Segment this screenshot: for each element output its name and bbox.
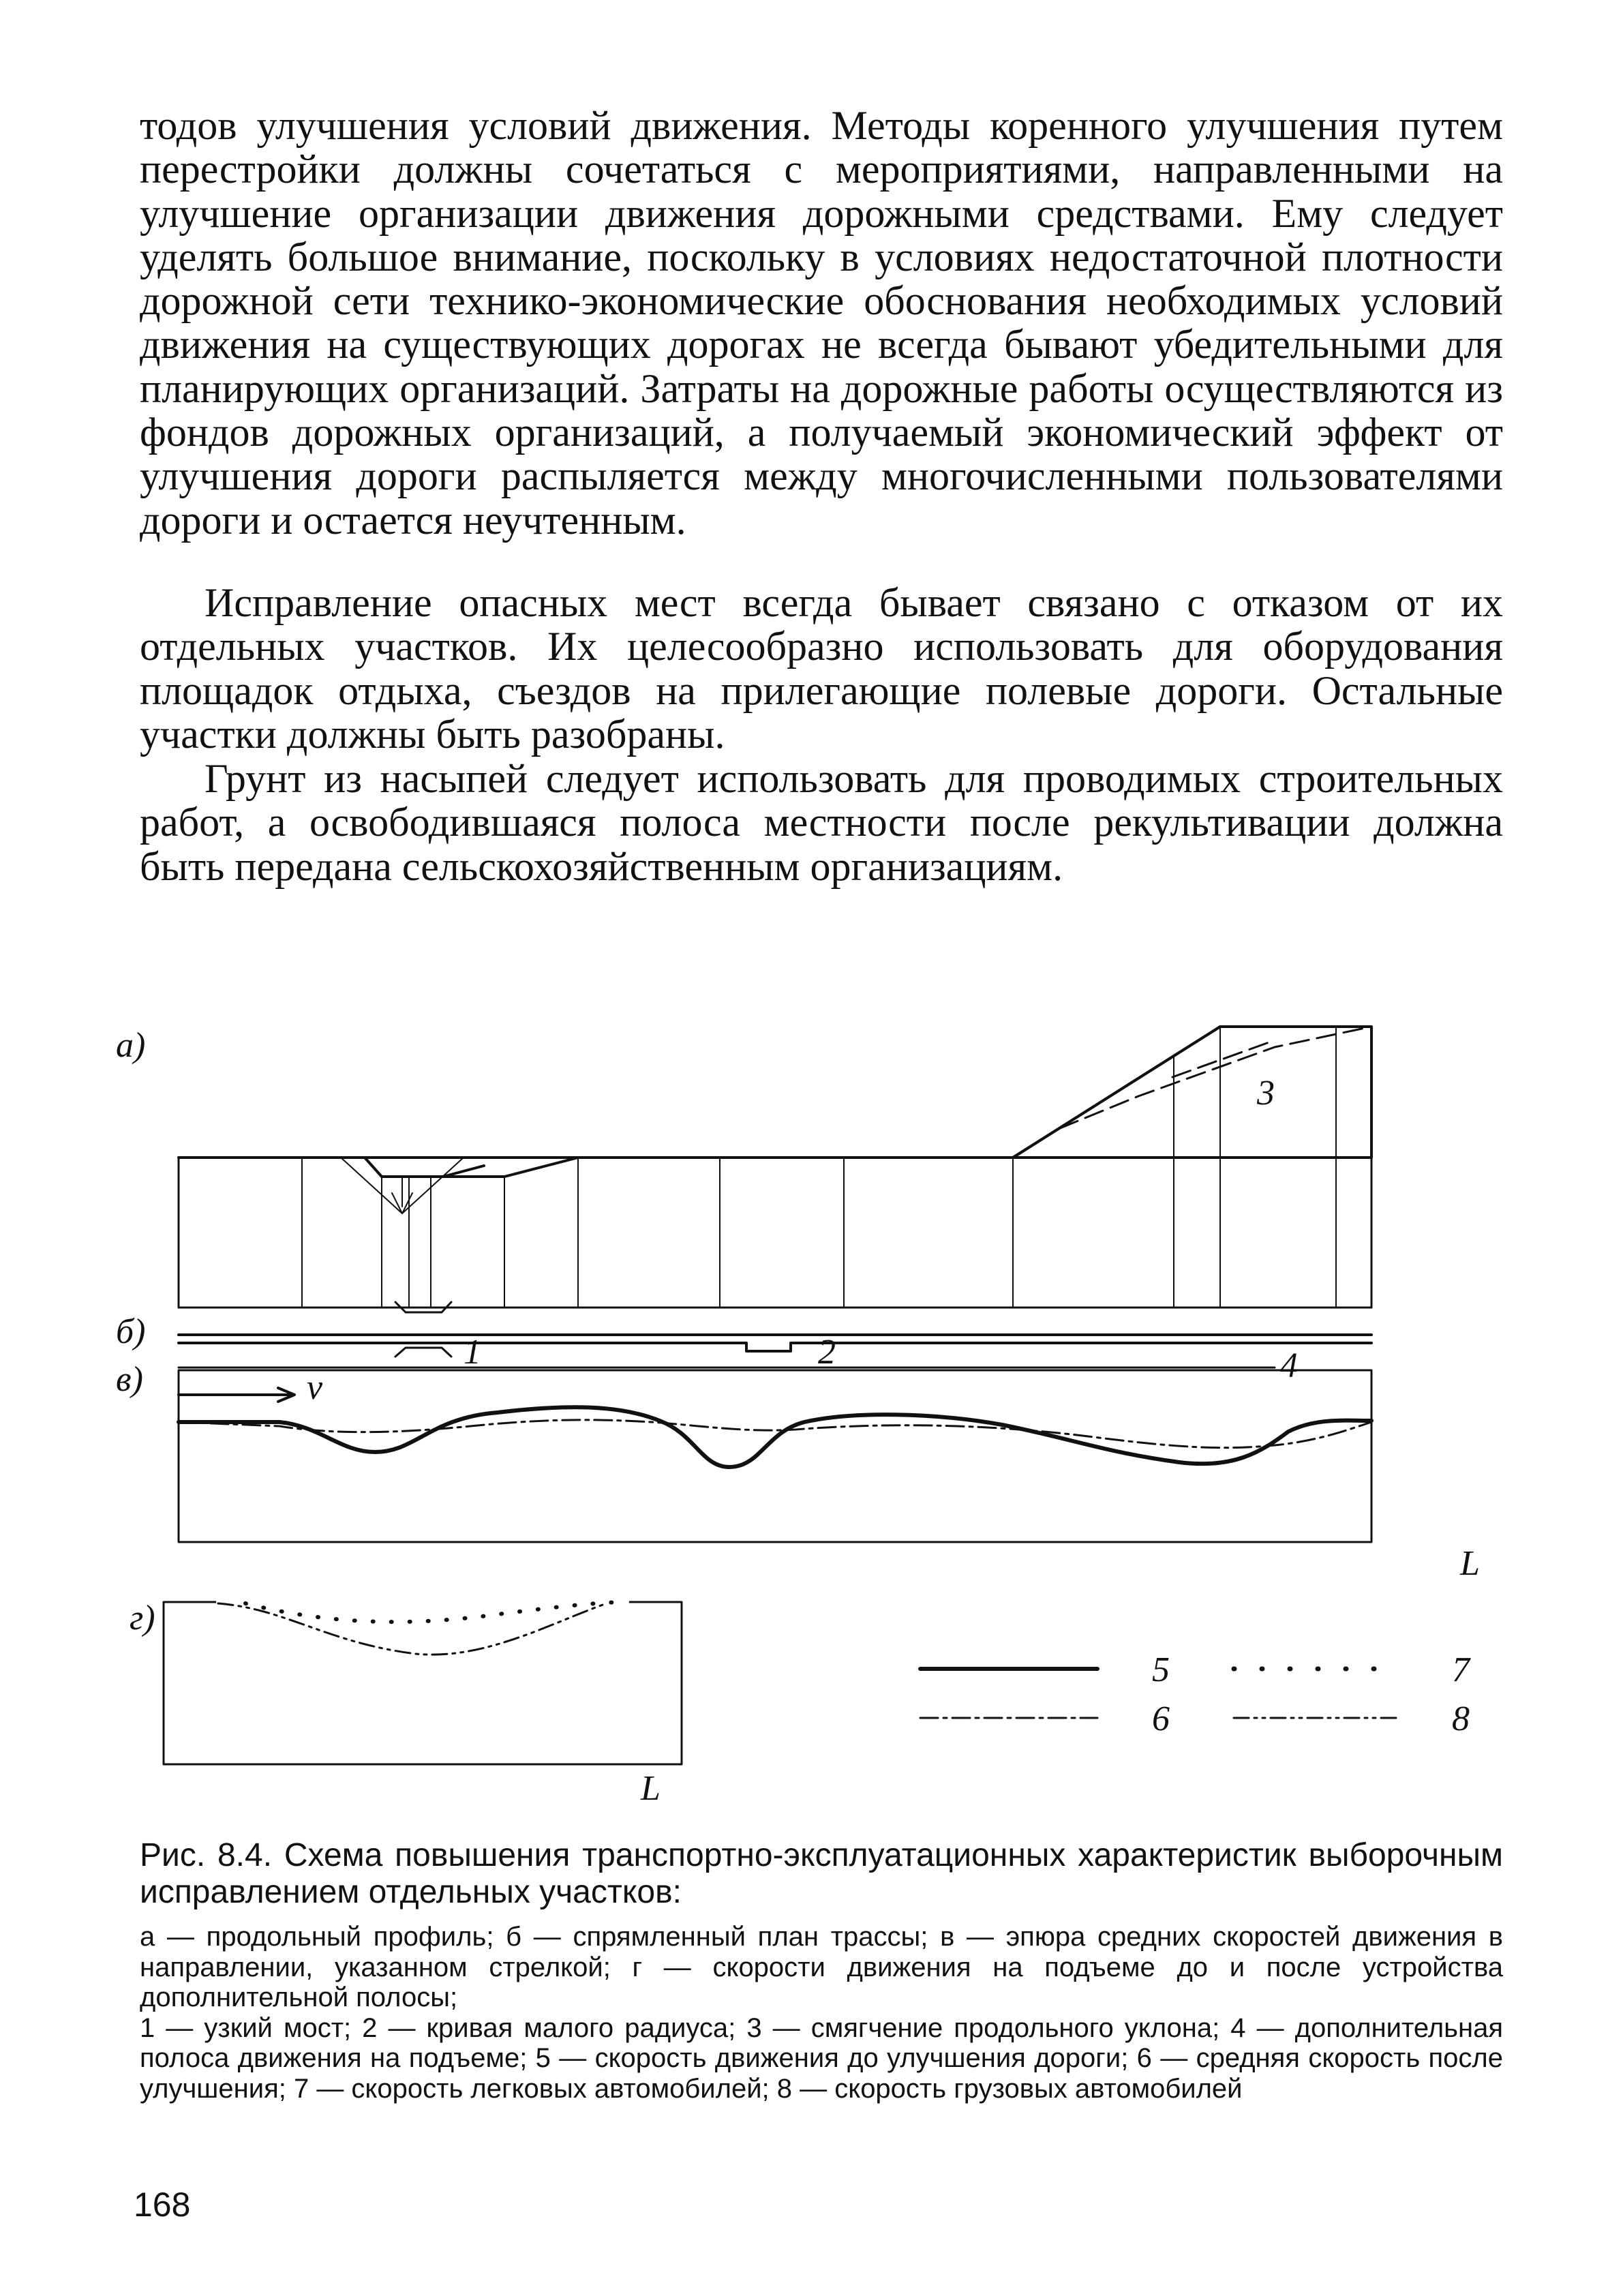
caption-legend-panels: а — продольный профиль; б — спрямленный план трассы; в — эпюра средних скоростей движения в направлении, указанном стрелкой; г — скорости движения на подъеме до и после устройства дополнительной полосы; <box>140 1922 1503 2012</box>
profile-outline <box>179 1027 1371 1177</box>
panel-label-a: а) <box>116 1026 146 1065</box>
climb-frame <box>164 1602 682 1764</box>
callout-3: 3 <box>1257 1074 1275 1113</box>
page-number: 168 <box>134 2186 191 2224</box>
velocity-label: v <box>307 1368 323 1407</box>
grade-smoothing-dashed <box>1060 1027 1371 1128</box>
figure-caption <box>140 1837 1503 2104</box>
profile-old-line <box>382 1027 1220 1177</box>
speed-before-curve <box>179 1407 1371 1467</box>
bridge-removal-lines <box>341 1158 464 1213</box>
speed-after-curve <box>179 1420 1371 1448</box>
legend-label-7: 7 <box>1452 1650 1470 1689</box>
paragraph-text: Грунт из насыпей следует использовать для проводимых строительных работ, а освободившаяся полоса местности после рекультивации должна быть передана сельскохозяйственным организациям. <box>140 756 1503 889</box>
axis-label-L-v: L <box>1460 1544 1480 1583</box>
speed-frame <box>179 1370 1371 1542</box>
caption-title: Рис. 8.4. Схема повышения транспортно-эксплуатационных характеристик выборочным исправлением отдельных участков: <box>140 1837 1503 1910</box>
caption-legend-items: 1 — узкий мост; 2 — кривая малого радиуса; 3 — смягчение продольного уклона; 4 — дополнительная полоса движения на подъеме; 5 — скорость движения до улучшения дороги; 6 — средняя скорость после улучшения; 7 — скорость легковых автомобилей; 8 — скорость грузовых автомобилей <box>140 2012 1503 2104</box>
panel-b-route-plan <box>179 1302 1371 1357</box>
climb-truck-dashdotdot <box>218 1603 607 1655</box>
callout-1: 1 <box>464 1333 481 1372</box>
paragraph-text: Исправление опасных мест всегда бывает связано с отказом от их отдельных участков. Их целесообразно использовать для оборудования площадок отдыха, съездов на прилегающие полевые дороги. Остальные участки должны быть разобраны. <box>140 580 1503 757</box>
panel-v-speed-diagram <box>179 1368 1371 1542</box>
body-paragraph-1 <box>140 104 1503 542</box>
body-paragraph-2 <box>140 581 1503 756</box>
axis-label-L-g: L <box>641 1769 661 1808</box>
panel-a-longitudinal-profile <box>179 1027 1371 1308</box>
panel-g-climbing-speeds <box>164 1602 682 1764</box>
panel-label-b: б) <box>116 1312 146 1351</box>
panel-label-v: в) <box>116 1360 143 1399</box>
callout-4: 4 <box>1280 1346 1298 1385</box>
direction-arrow <box>179 1388 294 1402</box>
callout-2: 2 <box>818 1333 836 1372</box>
climb-car-dotted <box>245 1602 620 1622</box>
figure-8-4 <box>116 1009 1520 1813</box>
narrow-bridge-symbol <box>395 1302 451 1357</box>
legend-label-6: 6 <box>1152 1700 1170 1738</box>
profile-vertical-dividers <box>302 1027 1336 1308</box>
legend-label-5: 5 <box>1152 1650 1170 1689</box>
panel-label-g: г) <box>130 1599 155 1637</box>
legend-label-8: 8 <box>1452 1700 1470 1738</box>
route-line-bottom <box>179 1343 1371 1351</box>
paragraph-text: тодов улучшения условий движения. Методы коренного улучшения путем перестройки должны сочетаться с мероприятиями, направленными на улучшение организации движения дорожными средствами. Ему следует уделять большое внимание, поскольку в условиях недостаточной плотности дорожной сети технико-экономические обоснования необходимых условий движения на существующих дорогах не всегда бывают убедительными для планирующих организаций. Затраты на дорожные работы осуществляются из фондов дорожных организаций, а получаемый экономический эффект от улучшения дороги распыляется между многочисленными пользователями дороги и остается неучтенным. <box>140 103 1503 543</box>
body-paragraph-3 <box>140 757 1503 888</box>
